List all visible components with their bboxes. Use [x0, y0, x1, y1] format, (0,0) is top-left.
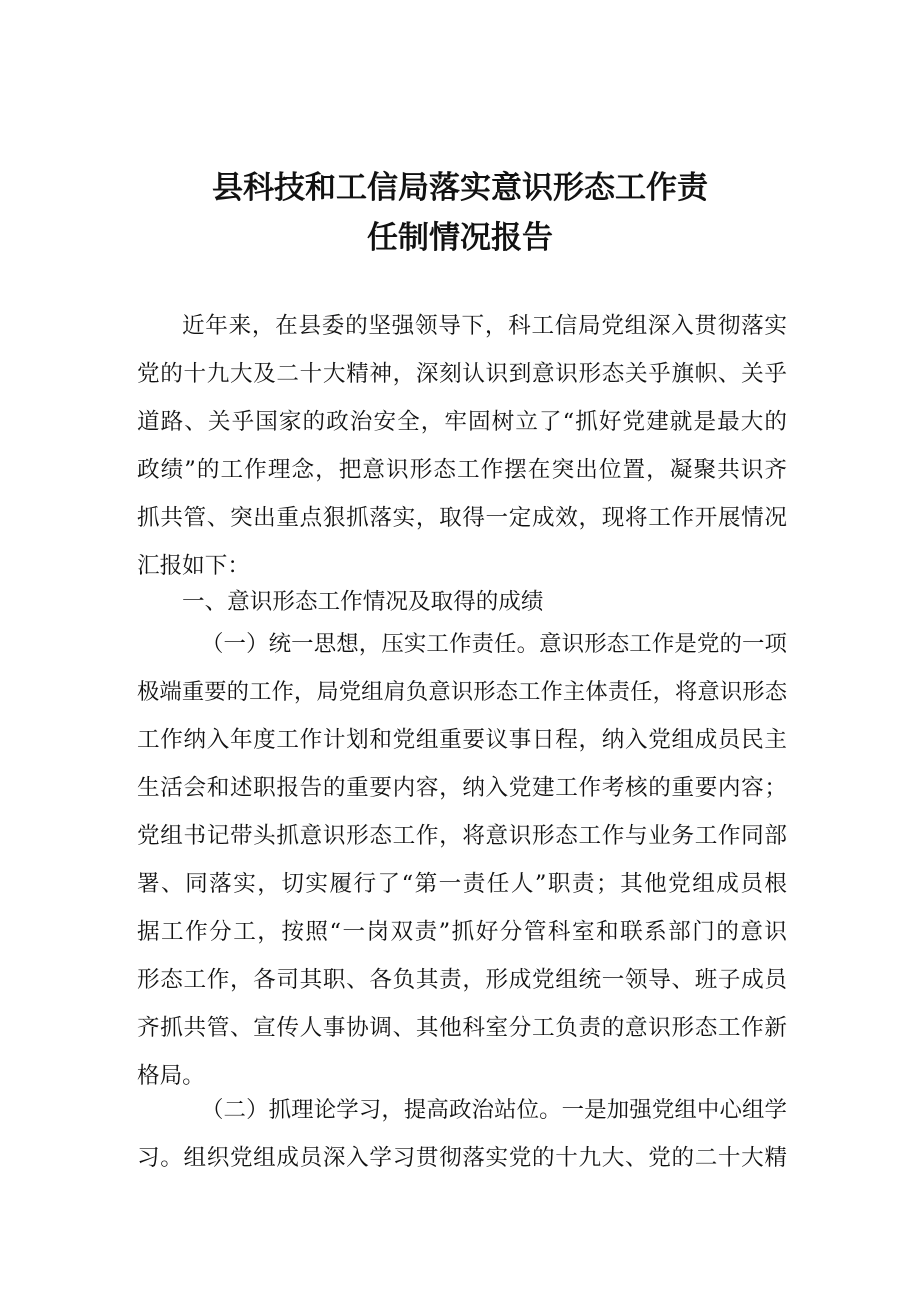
paragraph-line: 齐抓共管、宣传人事协调、其他科室分工负责的意识形态工作新	[137, 1015, 787, 1041]
section-heading-1: 一、意识形态工作情况及取得的成绩	[182, 589, 544, 615]
paragraph-line: 道路、关乎国家的政治安全，牢固树立了“抓好党建就是最大的	[137, 409, 787, 435]
paragraph-line: 工作纳入年度工作计划和党组重要议事日程，纳入党组成员民主	[137, 727, 787, 753]
paragraph-line: 习。组织党组成员深入学习贯彻落实党的十九大、党的二十大精	[137, 1145, 787, 1171]
paragraph-line: 抓共管、突出重点狠抓落实，取得一定成效，现将工作开展情况	[137, 505, 787, 531]
document-title-line-2: 任制情况报告	[367, 220, 553, 256]
paragraph-line: 政绩”的工作理念，把意识形态工作摆在突出位置，凝聚共识齐	[137, 457, 787, 483]
paragraph-section-1-2	[137, 1086, 787, 1182]
paragraph-line: 党组书记带头抓意识形态工作，将意识形态工作与业务工作同部	[137, 823, 787, 849]
paragraph-line: 党的十九大及二十大精神，深刻认识到意识形态关乎旗帜、关乎	[137, 361, 787, 387]
paragraph-line: 署、同落实，切实履行了“第一责任人”职责；其他党组成员根	[137, 871, 787, 897]
paragraph-line: （二）抓理论学习，提高政治站位。一是加强党组中心组学	[201, 1097, 787, 1123]
paragraph-line: （一）统一思想，压实工作责任。意识形态工作是党的一项	[201, 631, 787, 657]
paragraph-intro	[137, 302, 787, 590]
paragraph-line: 生活会和述职报告的重要内容，纳入党建工作考核的重要内容；	[137, 775, 787, 801]
paragraph-section-1-1	[137, 620, 787, 1100]
paragraph-line: 形态工作，各司其职、各负其责，形成党组统一领导、班子成员	[137, 967, 787, 993]
paragraph-line: 格局。	[137, 1063, 205, 1089]
paragraph-line: 极端重要的工作，局党组肩负意识形态工作主体责任，将意识形态	[137, 679, 787, 705]
paragraph-line: 据工作分工，按照“一岗双责”抓好分管科室和联系部门的意识	[137, 919, 787, 945]
document-title-line-1: 县科技和工信局落实意识形态工作责	[212, 170, 708, 206]
paragraph-line: 汇报如下：	[137, 553, 250, 579]
paragraph-line: 近年来，在县委的坚强领导下，科工信局党组深入贯彻落实	[182, 313, 787, 339]
